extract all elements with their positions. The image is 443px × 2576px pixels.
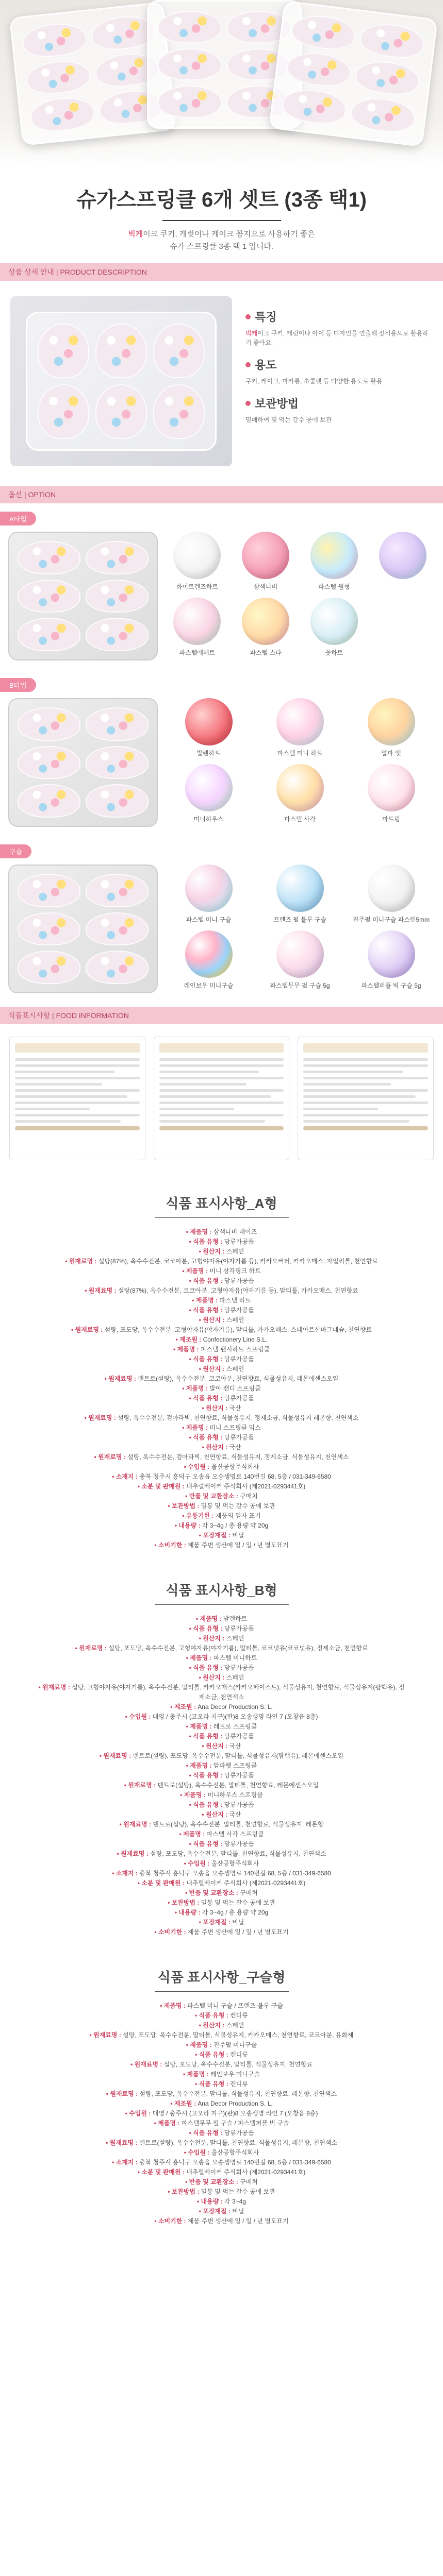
label-line: • 식품 유형 : 당류가공품 [189, 1733, 254, 1740]
label-line: • 제품명 : 레인보우 미니구슬 [183, 2071, 260, 2078]
label-line: • 반품 및 교환장소 : 구매처 [185, 1889, 258, 1896]
option-row-b [0, 692, 443, 836]
label-line: • 원산지 : 스페인 [199, 1248, 244, 1255]
label-line: • 원재료명 : 덴트로(설탕), 옥수수전분, 말티톨, 천연향료, 레몬에센스오일 [124, 1782, 319, 1789]
option-label-a: A타입 [0, 512, 36, 526]
label-line: • 제품명 : 미니 삼각핑크 하트 [182, 1267, 261, 1275]
label-photo-b [154, 1037, 290, 1160]
label-line: • 식품 유형 : 당류가공품 [189, 1277, 254, 1284]
label-line: • 원산지 : 국산 [202, 1444, 241, 1451]
label-photo-a [9, 1037, 145, 1160]
option-row-a [0, 526, 443, 670]
label-line: • 식품 유형 : 당류가공품 [189, 1625, 254, 1632]
option-item[interactable]: 프렌즈 펄 블루 구슬 [256, 865, 343, 927]
label-line: • 식품 유형 : 캔디류 [195, 2051, 248, 2058]
label-line: • 소재지 : 충북 청주시 흥덕구 오송읍 오송생명로 140번길 68, 5층 / 031-349-6580 [112, 1870, 331, 1877]
option-item[interactable]: 파스텔 사각 [256, 764, 343, 827]
label-line: • 원산지 : 스페인 [199, 2022, 244, 2029]
food-label-c [0, 1946, 443, 2226]
label-line: • 식품 유형 : 당류가공품 [189, 1307, 254, 1314]
option-item[interactable]: 파스텔무무 펄 구슬 5g [256, 930, 343, 993]
label-line: • 소비기한 : 제품 주변 생산에 일 / 일 / 년 별도표기 [154, 1541, 289, 1549]
option-item[interactable]: 파스텔 미니 구슬 [165, 865, 252, 927]
bullet-icon [245, 362, 251, 367]
label-line: • 수입원 : 울산공항주식회사 [184, 1463, 259, 1470]
label-line: • 제품명 : 알파벳 스프링클 [186, 1762, 257, 1769]
option-row-c [0, 858, 443, 1003]
label-line: • 보관방법 : 밀봉 및 먹는 갈수 공에 보관 [168, 1502, 275, 1510]
label-line: • 원재료명 : 설탕, 포도당, 옥수수전분, 말티톨, 식물성유지, 카카오매스, 천연향료, 코코아분, 유화제 [89, 2031, 354, 2039]
option-item[interactable]: 꽃하트 [302, 598, 367, 660]
storage-text: 밀폐하여 및 먹는 갈수 공에 보관 [245, 416, 332, 423]
label-line: • 내용량 : 각 3~4g / 총 용량 약 20g [174, 1909, 269, 1916]
product-tray-image [269, 1, 438, 147]
option-a-items [165, 532, 435, 660]
label-line: • 제품명 : 미니하우스 스프링클 [180, 1791, 263, 1799]
label-line: • 원재료명 : 설탕, 포도당, 옥수수전분, 말티톨, 식물성유지, 천연향료, 레몬향, 천연색소 [106, 2090, 337, 2097]
food-label-a-title: 식품 표시사항_A형 [166, 1196, 277, 1211]
storage-heading: 보관방법 [245, 395, 433, 411]
food-label-a-lines [36, 1227, 407, 1550]
food-label-b-title: 식품 표시사항_B형 [166, 1583, 277, 1598]
label-line: • 식품 유형 : 캔디류 [195, 2012, 248, 2019]
label-line: • 원재료명 : 설탕(87%), 옥수수전분, 코코아분, 고형야자유(야자기름 등), 카카오버터, 카카오매스, 자일리톨, 천연향료 [65, 1258, 378, 1265]
label-line: • 제품명 : 파스텔 미니 구슬 / 프렌즈 블루 구슬 [160, 2002, 283, 2009]
label-line: • 수입원 : 대영 / 충주시 (고오라 지구)(판)8 오송생명 라인 7 (오창읍 8층) [125, 1713, 318, 1720]
label-line: • 제품명 : 파스텔 하트 [192, 1297, 251, 1304]
label-line: • 수입원 : 울산공항주식회사 [184, 1860, 259, 1867]
label-line: • 원산지 : 스페인 [199, 1365, 244, 1372]
option-b-tray [8, 698, 158, 827]
option-item[interactable]: 파스텔 원형 [302, 532, 367, 595]
label-line: • 원재료명 : 설탕, 옥수수전분, 검아라빅, 천연향료, 식물성유지, 정제소금, 식물성유지 레몬향, 천연색소 [84, 1414, 359, 1421]
label-line: • 소재지 : 충북 청주시 흥덕구 오송읍 오송생명로 140번길 68, 5층 / 031-349-6580 [112, 2159, 331, 2166]
label-line: • 제품명 : 진주펄 미니구슬 [186, 2041, 257, 2048]
label-line: • 유통기한 : 제품의 일자 표기 [182, 1512, 261, 1519]
option-item[interactable]: 파스텔 스타 [234, 598, 298, 660]
label-line: • 원재료명 : 덴트로(설탕), 옥수수전분, 말티톨, 천연향료, 식물성유지, 레몬향 [119, 1821, 324, 1828]
section-bar-food: 식품표시사항 | FOOD INFORMATION [0, 1007, 443, 1024]
product-photo [10, 296, 232, 466]
option-c-items [165, 865, 435, 993]
label-line: • 제품명 : 파스텔무무 펄 구슬 / 파스텔퍼플 빅 구슬 [154, 2120, 289, 2127]
label-line: • 식품 유형 : 당류가공품 [189, 1664, 254, 1671]
label-line: • 소비기한 : 제품 주변 생산에 일 / 일 / 년 별도표기 [154, 2217, 289, 2225]
label-photos [0, 1024, 443, 1173]
title-section [0, 170, 443, 263]
section-bar-detail: 상품 상세 안내 | PRODUCT DESCRIPTION [0, 263, 443, 281]
subtitle: 빅케이크 쿠키, 캐럿이나 케이크 꼼지으로 사용하기 좋은 슈가 스프링클 3종 택 1 입니다. [128, 230, 315, 251]
label-line: • 원재료명 : 덴트로(설탕), 옥수수전분, 코코아분, 천연향료, 식물성유지, 레몬에센스오일 [104, 1375, 339, 1382]
food-label-c-lines [36, 2001, 407, 2226]
label-line: • 제품명 : 파스텔 미니하트 [186, 1654, 257, 1662]
label-line: • 반품 및 교환장소 : 구매처 [185, 2178, 258, 2185]
option-item[interactable]: 파스텔 미니 하트 [256, 698, 343, 761]
label-line: • 포장재질 : 비닐 [199, 1532, 244, 1539]
bullet-icon [245, 401, 251, 406]
option-item[interactable]: 레인보우 미니구슬 [165, 930, 252, 993]
label-line: • 원재료명 : 설탕, 포도당, 옥수수전분, 고형야자유(야자기름), 말티톨, 카카오매스, 스테아르산마그네슘, 천연향료 [71, 1326, 372, 1333]
option-item[interactable]: 미니하우스 [165, 764, 252, 827]
option-item[interactable]: 마트링 [348, 764, 435, 827]
label-line: • 원산지 : 스페인 [199, 1316, 244, 1324]
food-label-a [0, 1173, 443, 1550]
label-line: • 제품명 : 발렌하트 [195, 1615, 248, 1622]
option-item[interactable]: 발렌하트 [165, 698, 252, 761]
label-line: • 원재료명 : 덴트로(설탕), 포도당, 옥수수전분, 말티톨, 식물성유지(팜핵유), 레몬에센스오일 [99, 1752, 344, 1759]
label-line: • 원재료명 : 설탕, 고형야자유(야자기름), 옥수수전분, 말티톨, 카카오매스(카카오페이스트), 식물성유지, 천연향료, 식물성유지(팜핵유), 정제소금, 천연색소 [38, 1684, 405, 1701]
label-photo-c [298, 1037, 434, 1160]
bullet-icon [245, 314, 251, 319]
label-line: • 제조원 : Ana Decor Production S. L. [170, 2100, 273, 2107]
label-line: • 제품명 : 발아 캔디 스프링클 [182, 1385, 261, 1392]
food-label-c-title: 식품 표시사항_구슬형 [157, 1970, 286, 1985]
label-line: • 제품명 : 삼색나비 데이즈 [186, 1228, 257, 1235]
label-line: • 제품명 : 파스텔 팬시하트 스프링클 [173, 1346, 270, 1353]
label-line: • 원재료명 : 설탕, 포도당, 옥수수전분, 고형야자유(야자기름), 말티톨, 코코넛유(코코넛유), 정제소금, 천연향료 [75, 1645, 368, 1652]
label-line: • 식품 유형 : 당류가공품 [189, 1434, 254, 1441]
option-c-tray [8, 865, 158, 993]
food-label-b-lines [36, 1614, 407, 1937]
usage-text: 쿠키, 케이크, 마카롱, 초콜렛 등 다양한 용도로 활용 [245, 378, 383, 385]
label-line: • 원재료명 : 설탕, 옥수수전분, 검아라빅, 천연향료, 식물성유지, 정제소금, 식물성유지, 천연색소 [94, 1453, 349, 1461]
label-line: • 보관방법 : 밀봉 및 먹는 갈수 공에 보관 [168, 2188, 275, 2195]
label-line: • 원재료명 : 설탕, 포도당, 옥수수전분, 말티톨, 식물성유지, 천연향료 [130, 2061, 313, 2068]
label-line: • 식품 유형 : 당류가공품 [189, 1840, 254, 1848]
label-line: • 보관방법 : 밀봉 및 먹는 갈수 공에 보관 [168, 1899, 275, 1906]
option-item[interactable] [370, 532, 435, 595]
option-item[interactable]: 삼색나비 [234, 532, 298, 595]
option-item[interactable]: 파스텔퍼플 빅 구슬 5g [348, 930, 435, 993]
label-line: • 원재료명 : 설탕(87%), 옥수수전분, 코코아분, 고형야자유(야자기름 등), 말티톨, 카카오매스, 천연향료 [85, 1287, 358, 1294]
label-line: • 소재지 : 충북 청주시 흥덕구 오송읍 오송생명로 140번길 68, 5층 / 031-349-6580 [112, 1473, 331, 1480]
label-line: • 포장재질 : 비닐 [199, 2208, 244, 2215]
label-line: • 원산지 : 스페인 [199, 1635, 244, 1642]
label-line: • 소분 및 판매원 : 내추럴베이커 주식회사 (제2021-0293441호) [137, 2168, 306, 2176]
usage-heading: 용도 [245, 357, 433, 372]
label-line: • 원산지 : 스페인 [199, 1674, 244, 1681]
label-line: • 제품명 : 레트로 스프링클 [186, 1723, 257, 1730]
food-label-b [0, 1560, 443, 1937]
label-line: • 식품 유형 : 당류가공품 [189, 1801, 254, 1808]
label-line: • 소비기한 : 제품 주변 생산에 일 / 일 / 년 별도표기 [154, 1928, 289, 1936]
hero-banner [0, 0, 443, 170]
option-label-c: 구슬 [0, 844, 31, 858]
label-line: • 수입원 : 울산공항주식회사 [184, 2149, 259, 2156]
option-label-b: B타입 [0, 678, 36, 692]
option-item[interactable]: 화이트렌즈하트 [165, 532, 229, 595]
option-b-items [165, 698, 435, 827]
label-line: • 식품 유형 : 당류가공품 [189, 2129, 254, 2137]
label-line: • 내용량 : 각 3~4g [197, 2198, 246, 2205]
label-line: • 식품 유형 : 당류가공품 [189, 1395, 254, 1402]
label-line: • 식품 유형 : 당류가공품 [189, 1238, 254, 1245]
label-line: • 소분 및 판매원 : 내추럴베이커 주식회사 (제2021-0293441호) [137, 1483, 306, 1490]
option-item[interactable]: 파스텔에매트 [165, 598, 229, 660]
label-line: • 제품명 : 미니 스프링클 믹스 [182, 1424, 261, 1431]
label-line: • 식품 유형 : 당류가공품 [189, 1355, 254, 1363]
label-line: • 원재료명 : 덴트로(설탕), 옥수수전분, 말티톨, 천연향료, 식물성유지, 레몬향, 천연색소 [106, 2139, 337, 2146]
label-line: • 내용량 : 각 3~4g / 총 용량 약 20g [174, 1522, 269, 1529]
feature-text: 빅케이크 쿠키, 캐럿이나 아이 등 다자인을 연출해 장식용으로 활용하기 좋아요. [245, 330, 429, 346]
option-a-tray [8, 532, 158, 660]
section-bar-option: 옵션 | OPTION [0, 486, 443, 503]
label-line: • 제품명 : 파스텔 사각 스프링클 [179, 1831, 264, 1838]
label-line: • 소분 및 판매원 : 내추럴베이커 주식회사 (제2021-0293441호) [137, 1879, 306, 1887]
label-line: • 원재료명 : 설탕, 포도당, 옥수수전분, 말티톨, 천연향료, 식물성유지, 천연색소 [117, 1850, 326, 1857]
label-line: • 수입원 : 대영 / 충주시 (고오라 지구)(판)8 오송생명 라인 7 (오창읍 8층) [125, 2110, 318, 2117]
label-line: • 원산지 : 국산 [202, 1811, 241, 1818]
label-line: • 반품 및 교환장소 : 구매처 [185, 1493, 258, 1500]
product-description [0, 281, 443, 482]
label-line: • 원산지 : 국산 [202, 1404, 241, 1412]
option-item[interactable]: 진주펄 미니구슬 파스텐5mm [348, 865, 435, 927]
label-line: • 원산지 : 국산 [202, 1742, 241, 1750]
label-line: • 식품 유형 : 캔디류 [195, 2080, 248, 2088]
page-title: 슈가스프링클 6개 셋트 (3종 택1) [76, 189, 367, 211]
label-line: • 제조원 : Ana Decor Production S. L. [170, 1703, 273, 1710]
label-line: • 포장재질 : 비닐 [199, 1919, 244, 1926]
label-line: • 제조원 : Confectionery Line S.L. [175, 1336, 268, 1343]
option-item[interactable]: 알파 벳 [348, 698, 435, 761]
label-line: • 식품 유형 : 당류가공품 [189, 1772, 254, 1779]
feature-heading: 특징 [245, 309, 433, 325]
